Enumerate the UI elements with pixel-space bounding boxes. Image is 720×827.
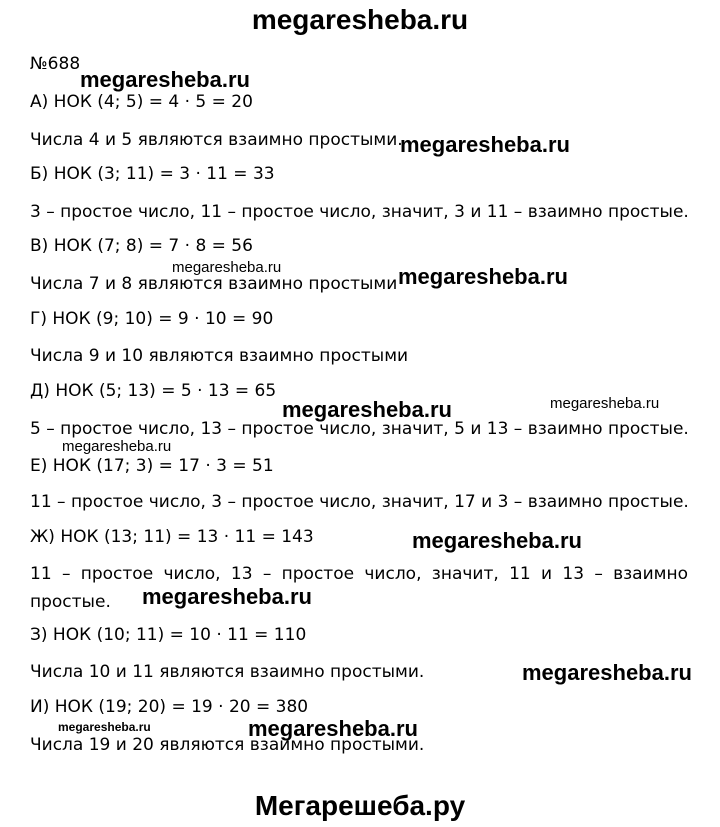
watermark: megaresheba.ru <box>550 395 660 412</box>
item-v-calc: В) НОК (7; 8) = 7 · 8 = 56 <box>30 236 253 256</box>
watermark: megaresheba.ru <box>412 528 582 553</box>
item-a-text: Числа 4 и 5 являются взаимно простыми. <box>30 130 403 150</box>
item-zh-calc: Ж) НОК (13; 11) = 13 · 11 = 143 <box>30 527 314 547</box>
item-v-text: Числа 7 и 8 являются взаимно простыми <box>30 274 398 294</box>
problem-number: №688 <box>30 54 81 74</box>
item-a-calc: А) НОК (4; 5) = 4 · 5 = 20 <box>30 92 253 112</box>
item-g-calc: Г) НОК (9; 10) = 9 · 10 = 90 <box>30 309 274 329</box>
watermark: megaresheba.ru <box>172 259 282 276</box>
item-z-calc: З) НОК (10; 11) = 10 · 11 = 110 <box>30 625 307 645</box>
item-e-calc: Е) НОК (17; 3) = 17 · 3 = 51 <box>30 456 274 476</box>
watermark: megaresheba.ru <box>522 660 692 685</box>
item-zh-text: 11 – простое число, 13 – простое число, значит, 11 и 13 – взаимно простые. <box>30 564 688 612</box>
watermark: megaresheba.ru <box>398 264 568 289</box>
item-d-calc: Д) НОК (5; 13) = 5 · 13 = 65 <box>30 381 277 401</box>
watermark: megaresheba.ru <box>400 132 570 157</box>
watermark: megaresheba.ru <box>80 67 250 92</box>
watermark: megaresheba.ru <box>142 584 312 609</box>
item-i-calc: И) НОК (19; 20) = 19 · 20 = 380 <box>30 697 309 717</box>
item-b-text: 3 – простое число, 11 – простое число, значит, 3 и 11 – взаимно простые. <box>30 202 689 222</box>
watermark: megaresheba.ru <box>282 397 452 422</box>
item-i-text: Числа 19 и 20 являются взаимно простыми. <box>30 735 425 755</box>
item-b-calc: Б) НОК (3; 11) = 3 · 11 = 33 <box>30 164 275 184</box>
item-d-text: 5 – простое число, 13 – простое число, значит, 5 и 13 – взаимно простые. <box>30 419 689 439</box>
item-e-text: 11 – простое число, 3 – простое число, значит, 17 и 3 – взаимно простые. <box>30 492 689 512</box>
site-header: megaresheba.ru <box>251 4 469 35</box>
site-footer: Мегарешеба.ру <box>254 790 466 821</box>
item-z-text: Числа 10 и 11 являются взаимно простыми. <box>30 662 425 682</box>
item-g-text: Числа 9 и 10 являются взаимно простыми <box>30 346 409 366</box>
watermark: megaresheba.ru <box>248 716 418 741</box>
watermark: megaresheba.ru <box>62 438 172 455</box>
watermark: megaresheba.ru <box>58 720 151 734</box>
